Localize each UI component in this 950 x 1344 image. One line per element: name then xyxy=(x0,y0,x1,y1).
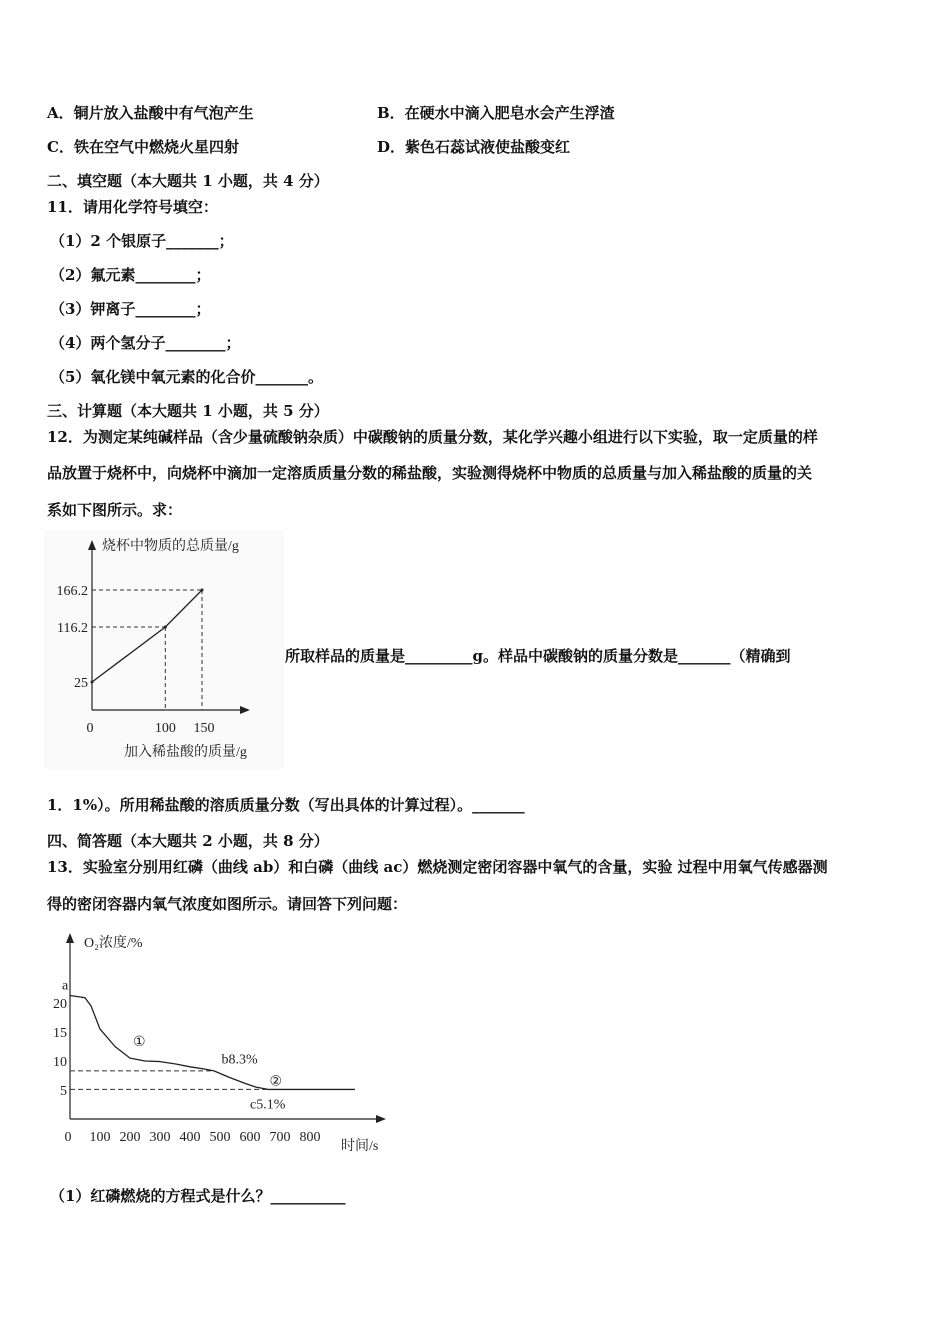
section-3-heading: 三、计算题（本大题共 1 小题，共 5 分） xyxy=(47,402,329,420)
x-tick-label: 100 xyxy=(154,721,176,736)
annotation-a: a xyxy=(62,978,69,994)
q11-item-2: （2）氟元素________； xyxy=(50,266,211,284)
data-point xyxy=(201,589,204,592)
y-tick-label: 5 xyxy=(60,1084,67,1099)
y-axis-label: 烧杯中物质的总质量/g xyxy=(102,539,239,554)
x-axis-label: 时间/s xyxy=(341,1139,379,1154)
question-11: 11．请用化学符号填空： xyxy=(47,198,218,216)
data-point xyxy=(164,626,167,629)
x-tick-label: 0 xyxy=(86,721,94,736)
y-tick-label: 25 xyxy=(74,676,88,691)
q12-line-2: 品放置于烧杯中，向烧杯中滴加一定溶质质量分数的稀盐酸，实验测得烧杯中物质的总质量与加入稀盐酸的质量的关 xyxy=(47,464,813,482)
q12-side-text: 所取样品的质量是_________g。样品中碳酸钠的质量分数是_______（精确到 xyxy=(285,647,791,665)
choice-c: C．铁在空气中燃烧火星四射 xyxy=(47,138,239,156)
q11-item-1: （1）2 个银原子_______； xyxy=(50,232,234,250)
choice-a: A．铜片放入盐酸中有气泡产生 xyxy=(47,104,254,122)
y-axis-arrow xyxy=(66,933,74,943)
y-tick-label: 20 xyxy=(53,997,67,1012)
q11-item-4: （4）两个氢分子________； xyxy=(50,334,241,352)
series-curve-1 xyxy=(70,995,214,1070)
annotation-c: c5.1% xyxy=(250,1097,286,1113)
data-point xyxy=(91,681,94,684)
y-tick-label: 10 xyxy=(53,1055,67,1070)
choice-b: B．在硬水中滴入肥皂水会产生浮渣 xyxy=(377,104,615,122)
y-tick-label: 166.2 xyxy=(56,584,88,599)
choice-d: D．紫色石蕊试液使盐酸变红 xyxy=(377,138,571,156)
x-tick-label: 150 xyxy=(193,721,215,736)
annotation-b: b8.3% xyxy=(221,1052,258,1068)
x-tick-label: 600 xyxy=(239,1130,261,1145)
x-axis-label: 加入稀盐酸的质量/g xyxy=(124,745,247,760)
q12-line-1: 12．为测定某纯碱样品（含少量硫酸钠杂质）中碳酸钠的质量分数，某化学兴趣小组进行以下实验，取一定质量的样 xyxy=(47,428,818,446)
q13-sub-1: （1）红磷燃烧的方程式是什么？__________ xyxy=(50,1187,346,1205)
q13-line-2: 得的密闭容器内氧气浓度如图所示。请回答下列问题： xyxy=(47,895,408,913)
series-curve-2 xyxy=(214,1071,355,1090)
x-tick-label: 700 xyxy=(269,1130,291,1145)
annotation-curve-1: ① xyxy=(133,1034,146,1050)
oxygen-chart xyxy=(44,925,404,1160)
x-tick-label: 800 xyxy=(299,1130,321,1145)
q13-line-1: 13．实验室分别用红磷（曲线 ab）和白磷（曲线 ac）燃烧测定密闭容器中氧气的含量，实验 过程中用氧气传感器测 xyxy=(47,858,828,876)
y-axis-label: O₂浓度/% xyxy=(84,936,143,951)
x-tick-label: 300 xyxy=(149,1130,171,1145)
y-tick-label: 15 xyxy=(53,1026,67,1041)
x-tick-label: 100 xyxy=(89,1130,111,1145)
section-2-heading: 二、填空题（本大题共 1 小题，共 4 分） xyxy=(47,172,329,190)
x-tick-label: 400 xyxy=(179,1130,201,1145)
y-tick-label: 116.2 xyxy=(57,621,88,636)
x-tick-label: 0 xyxy=(64,1130,72,1145)
x-tick-label: 200 xyxy=(119,1130,141,1145)
section-4-heading: 四、简答题（本大题共 2 小题，共 8 分） xyxy=(47,832,329,850)
q11-item-3: （3）钾离子________； xyxy=(50,300,211,318)
q12-line-3: 系如下图所示。求： xyxy=(47,501,183,519)
q11-item-5: （5）氧化镁中氧元素的化合价_______。 xyxy=(50,368,323,386)
x-tick-label: 500 xyxy=(209,1130,231,1145)
mass-chart xyxy=(44,530,284,770)
q12-after-text: 1．1%）。所用稀盐酸的溶质质量分数（写出具体的计算过程）。_______ xyxy=(47,796,525,814)
x-axis-arrow xyxy=(376,1115,386,1123)
annotation-curve-2: ② xyxy=(269,1074,283,1090)
